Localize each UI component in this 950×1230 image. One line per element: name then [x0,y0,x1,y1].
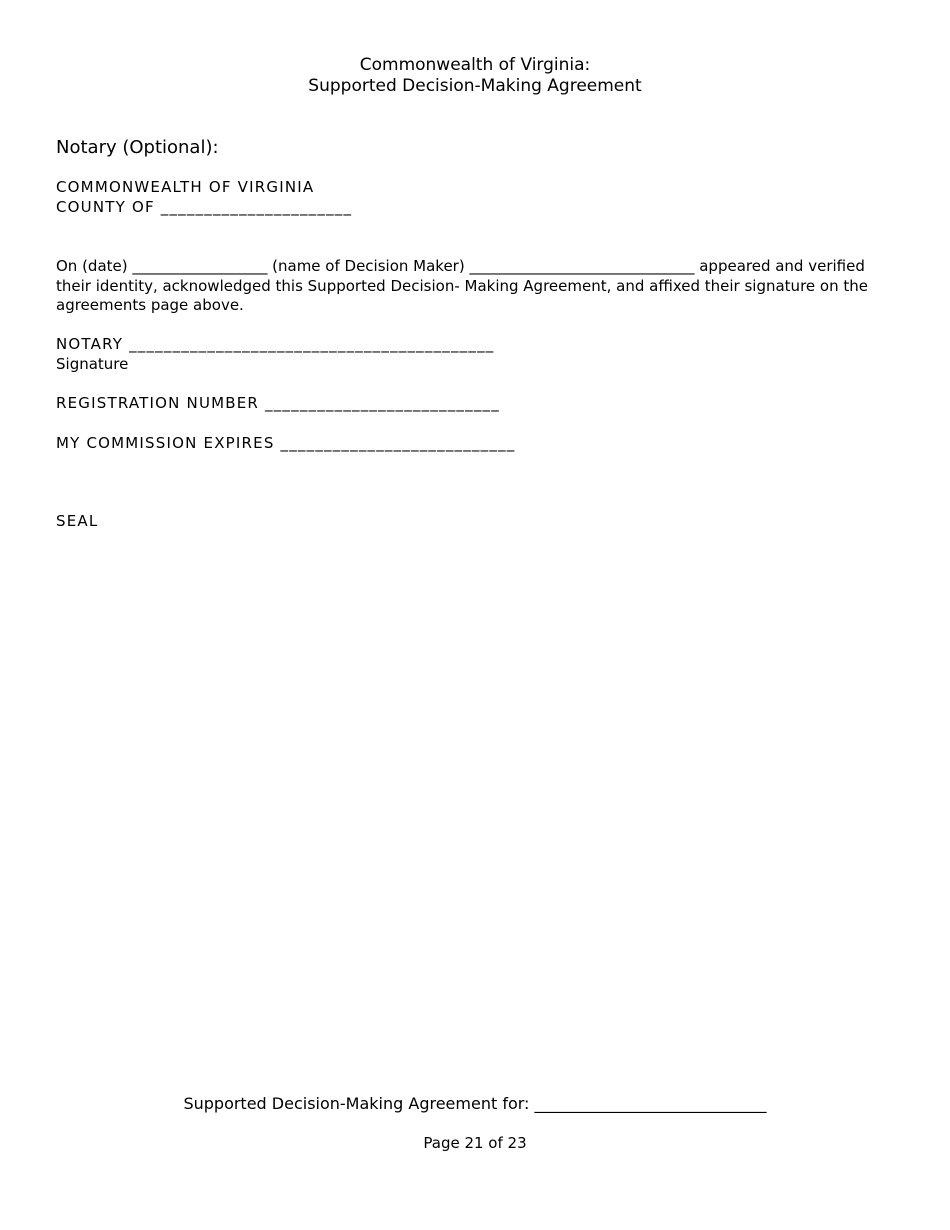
notary-section-heading: Notary (Optional): [56,137,219,158]
venue-county-field: COUNTY OF ______________________ [56,198,353,216]
seal-label: SEAL [56,512,99,530]
notary-signature-field: NOTARY __________________________________________ [56,335,495,353]
registration-number-field: REGISTRATION NUMBER ___________________________ [56,394,500,412]
page-number: Page 21 of 23 [423,1134,527,1152]
header-title-line-2: Supported Decision-Making Agreement [308,76,642,96]
acknowledgment-paragraph: On (date) __________________ (name of Decision Maker) ______________________________ appeared and verified their identity, acknowledged this Supported Decision- Making Agreement, and affixed their signature on the agreements page above. [56,257,868,314]
footer-agreement-for-field: Supported Decision-Making Agreement for: _____________________________ [183,1094,767,1113]
header-title-line-1: Commonwealth of Virginia: [359,55,591,75]
signature-label: Signature [56,355,129,373]
commission-expires-field: MY COMMISSION EXPIRES ___________________________ [56,434,516,452]
venue-state: COMMONWEALTH OF VIRGINIA [56,178,315,196]
document-header [0,55,950,97]
